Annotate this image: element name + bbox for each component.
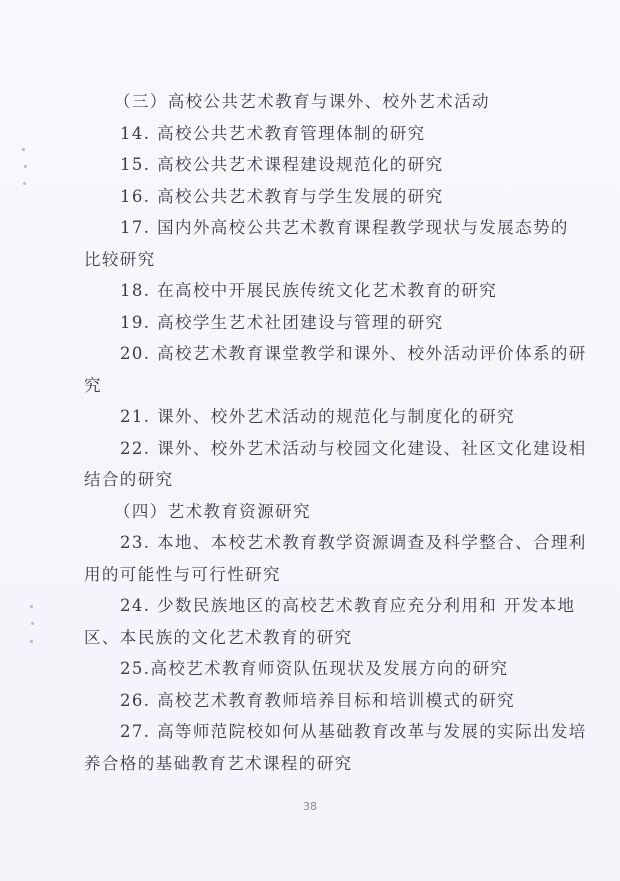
- page-number: 38: [303, 800, 317, 813]
- document-body: [84, 86, 587, 779]
- scan-speck: [22, 148, 25, 151]
- list-item-continuation: 比较研究: [84, 249, 156, 269]
- list-item-continuation: 区、本民族的文化艺术教育的研究: [84, 627, 353, 647]
- section-heading: （四）艺术教育资源研究: [114, 501, 311, 521]
- list-item: 14. 高校公共艺术教育管理体制的研究: [120, 123, 426, 143]
- list-item: 21. 课外、校外艺术活动的规范化与制度化的研究: [120, 407, 516, 426]
- list-item: 26. 高校艺术教育教师培养目标和培训模式的研究: [120, 690, 516, 710]
- list-item: 25.高校艺术教育师资队伍现状及发展方向的研究: [120, 659, 509, 678]
- list-item-continuation: 养合格的基础教育艺术课程的研究: [84, 753, 353, 773]
- section-heading: （三）高校公共艺术教育与课外、校外艺术活动: [114, 92, 490, 111]
- scan-speck: [30, 640, 33, 643]
- list-item-continuation: 用的可能性与可行性研究: [84, 564, 281, 584]
- list-item: 17. 国内外高校公共艺术教育课程教学现状与发展态势的: [120, 218, 569, 237]
- list-item: 15. 高校公共艺术课程建设规范化的研究: [120, 155, 444, 174]
- scan-speck: [23, 182, 26, 185]
- list-item: 24. 少数民族地区的高校艺术教育应充分利用和 开发本地: [120, 596, 576, 615]
- list-item: 23. 本地、本校艺术教育教学资源调查及科学整合、合理利: [120, 533, 587, 552]
- list-item: 20. 高校艺术教育课堂教学和课外、校外活动评价体系的研: [120, 344, 587, 363]
- list-item-continuation: 究: [84, 375, 102, 395]
- scan-speck: [24, 165, 27, 168]
- list-item: 16. 高校公共艺术教育与学生发展的研究: [120, 186, 444, 206]
- list-item: 19. 高校学生艺术社团建设与管理的研究: [120, 312, 444, 332]
- list-item: 22. 课外、校外艺术活动与校园文化建设、社区文化建设相: [120, 438, 587, 458]
- list-item: 18. 在高校中开展民族传统文化艺术教育的研究: [120, 281, 498, 300]
- list-item: 27. 高等师范院校如何从基础教育改革与发展的实际出发培: [120, 722, 587, 741]
- scan-speck: [30, 605, 33, 608]
- list-item-continuation: 结合的研究: [84, 470, 174, 489]
- scan-speck: [31, 622, 34, 625]
